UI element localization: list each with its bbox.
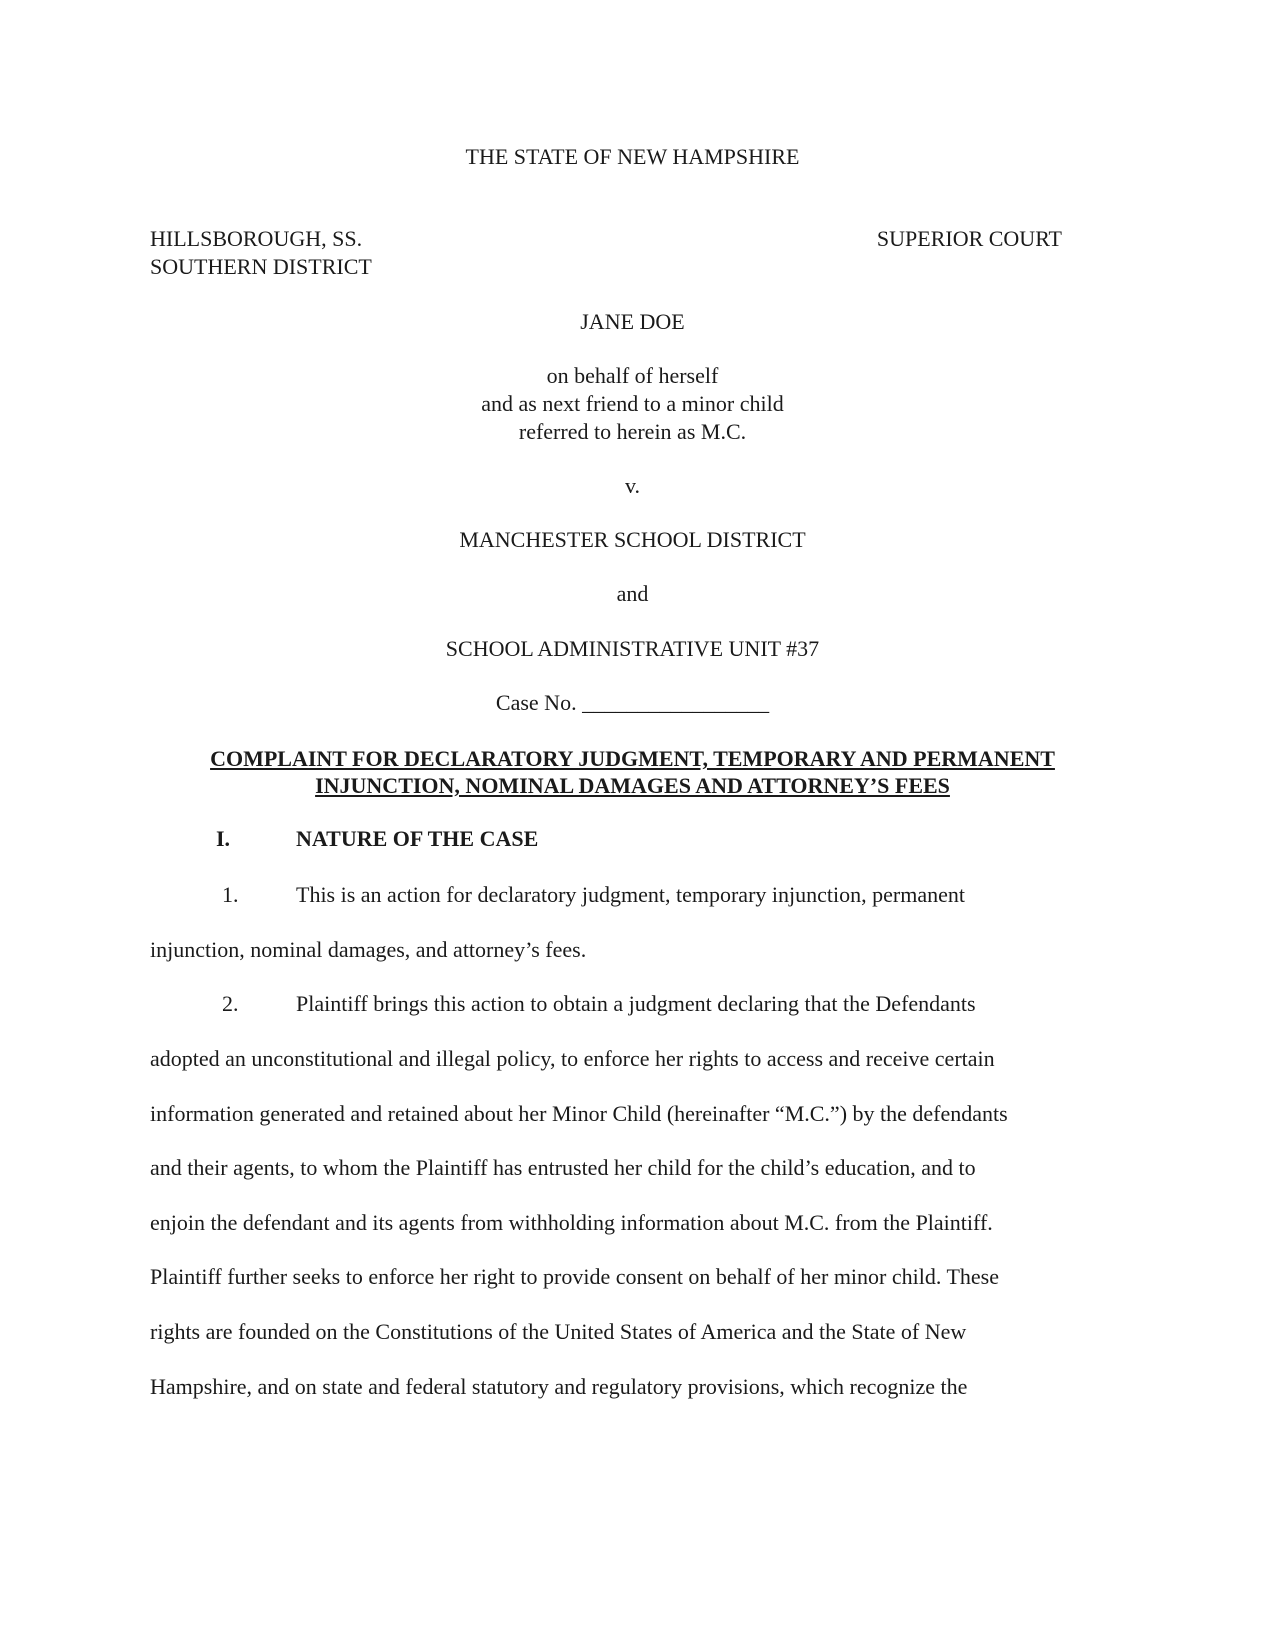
plaintiff-name: JANE DOE (580, 309, 685, 334)
defendant-2: SCHOOL ADMINISTRATIVE UNIT #37 (445, 636, 820, 661)
paragraph-2-line: rights are founded on the Constitutions of the United States of America and the State of New (150, 1319, 967, 1344)
section-numeral: I. (216, 826, 231, 851)
paragraph-2-line: information generated and retained about her Minor Child (hereinafter “M.C.”) by the defendants (150, 1101, 1008, 1126)
case-number (0, 690, 1265, 716)
complaint-title-line-1: COMPLAINT FOR DECLARATORY JUDGMENT, TEMPORARY AND PERMANENT (210, 746, 1055, 771)
and-connector: and (616, 581, 649, 606)
paragraph-2-line: adopted an unconstitutional and illegal policy, to enforce her rights to access and receive certain (150, 1046, 995, 1071)
paragraph-1-first-line: This is an action for declaratory judgment, temporary injunction, permanent (296, 882, 965, 907)
complaint-title-line-2: INJUNCTION, NOMINAL DAMAGES AND ATTORNEY’S FEES (315, 773, 950, 798)
section-heading: NATURE OF THE CASE (296, 826, 539, 851)
paragraph-1-number: 1. (222, 882, 239, 907)
court-name: SUPERIOR COURT (876, 226, 1062, 251)
case-number-label: Case No. (495, 690, 577, 715)
paragraph-2-line: and their agents, to whom the Plaintiff has entrusted her child for the child’s education, and to (150, 1155, 976, 1180)
paragraph-2-line: enjoin the defendant and its agents from withholding information about M.C. from the Plaintiff. (150, 1210, 993, 1235)
county-line-1: HILLSBOROUGH, SS. (150, 226, 363, 251)
plaintiff-desc-line-2: and as next friend to a minor child (481, 391, 784, 416)
versus: v. (624, 473, 641, 498)
case-number-blank: _________________ (582, 690, 770, 715)
plaintiff-desc-line-1: on behalf of herself (546, 363, 719, 388)
paragraph-2-line: Plaintiff further seeks to enforce her right to provide consent on behalf of her minor child. These (150, 1264, 999, 1289)
paragraph-2-first-line: Plaintiff brings this action to obtain a judgment declaring that the Defendants (296, 991, 976, 1016)
defendant-1: MANCHESTER SCHOOL DISTRICT (459, 527, 806, 552)
paragraph-2-number: 2. (222, 991, 239, 1016)
complaint-title (150, 745, 1115, 799)
paragraph-2-line: Hampshire, and on state and federal statutory and regulatory provisions, which recognize the (150, 1374, 968, 1399)
plaintiff-desc-line-3: referred to herein as M.C. (518, 419, 747, 444)
county-line-2: SOUTHERN DISTRICT (150, 254, 372, 279)
state-heading: THE STATE OF NEW HAMPSHIRE (465, 144, 800, 169)
paragraph-1-line: injunction, nominal damages, and attorney’s fees. (150, 937, 587, 962)
